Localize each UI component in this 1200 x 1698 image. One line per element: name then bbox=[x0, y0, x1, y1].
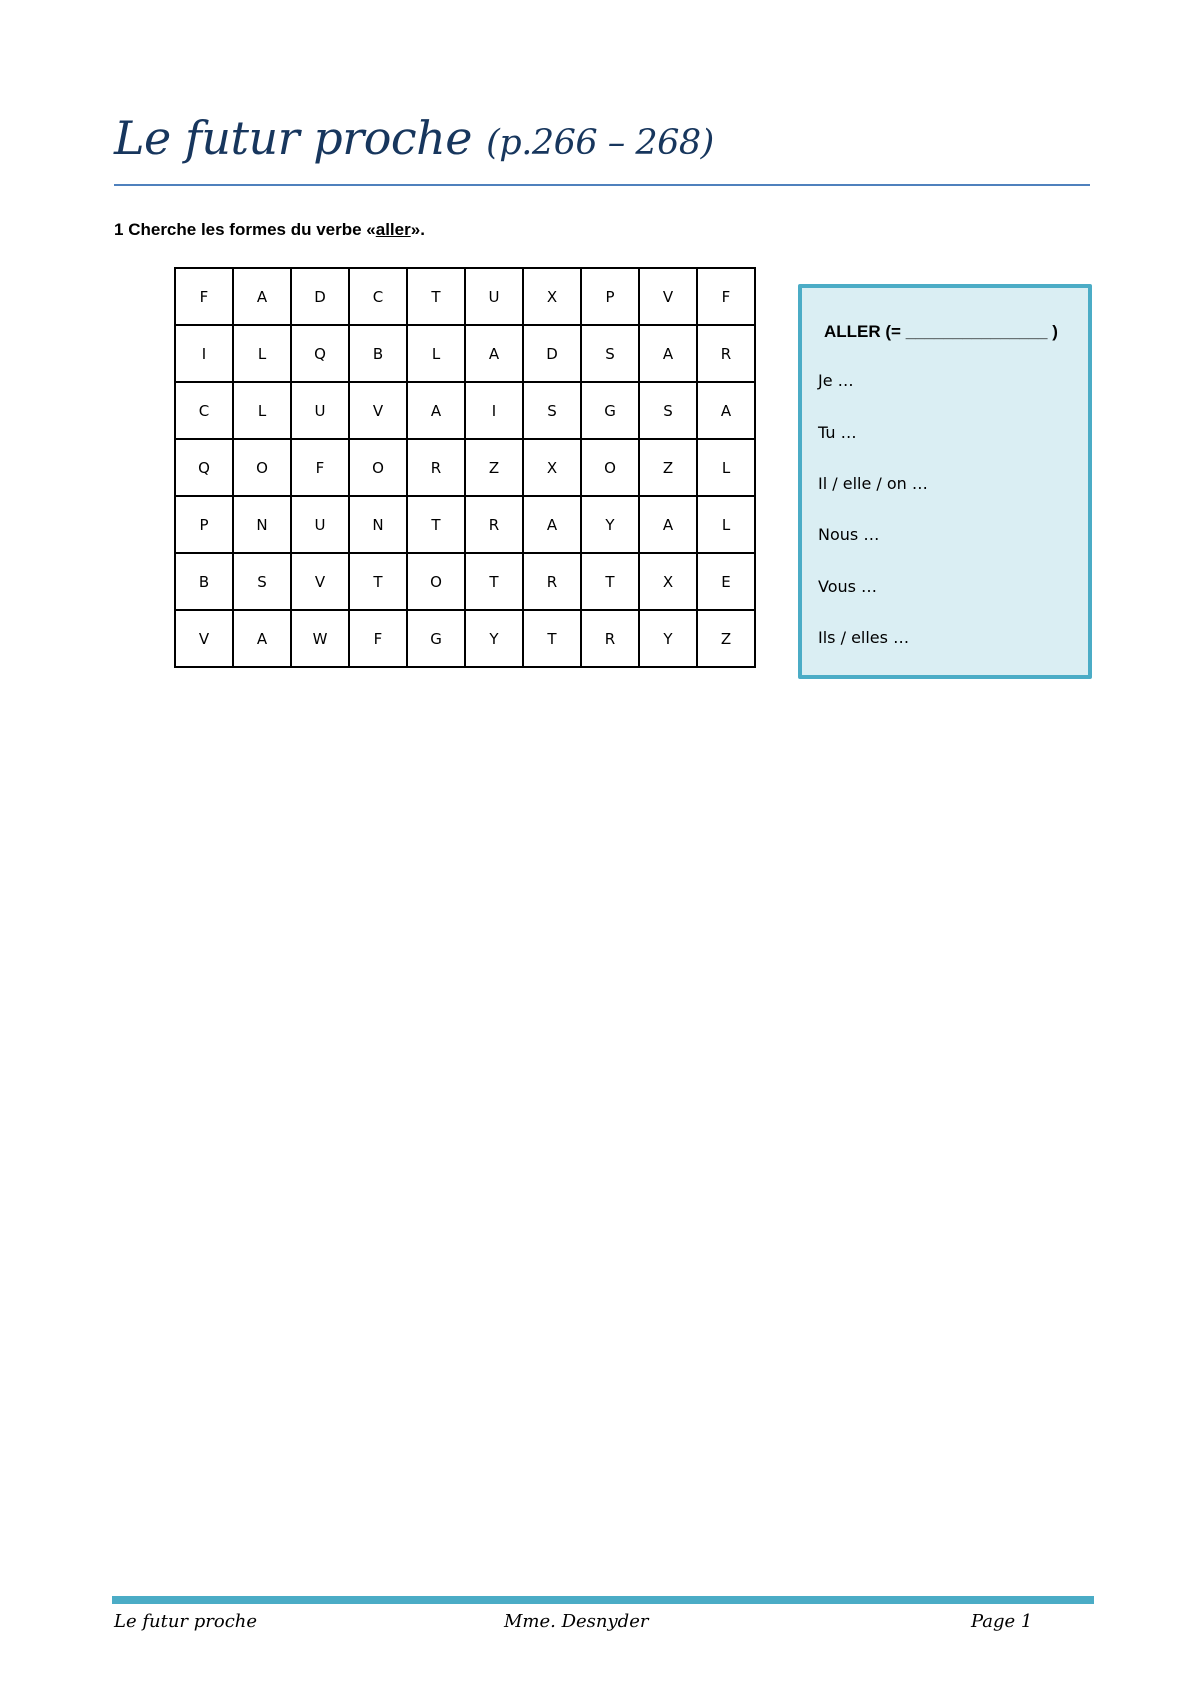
instruction-text: Cherche les formes du verbe « bbox=[128, 220, 376, 239]
grid-cell: O bbox=[407, 553, 465, 610]
grid-cell: T bbox=[407, 496, 465, 553]
grid-cell: F bbox=[349, 610, 407, 667]
grid-cell: V bbox=[639, 268, 697, 325]
grid-cell: D bbox=[291, 268, 349, 325]
grid-cell: P bbox=[175, 496, 233, 553]
word-search-body bbox=[175, 268, 755, 667]
grid-cell: O bbox=[349, 439, 407, 496]
grid-row bbox=[175, 496, 755, 553]
grid-cell: U bbox=[291, 382, 349, 439]
grid-cell: Y bbox=[465, 610, 523, 667]
grid-cell: N bbox=[233, 496, 291, 553]
grid-cell: L bbox=[697, 496, 755, 553]
grid-cell: W bbox=[291, 610, 349, 667]
grid-cell: I bbox=[175, 325, 233, 382]
grid-cell: S bbox=[233, 553, 291, 610]
conjugation-line-il: Il / elle / on … bbox=[818, 474, 928, 493]
grid-cell: I bbox=[465, 382, 523, 439]
grid-cell: O bbox=[233, 439, 291, 496]
grid-cell: C bbox=[175, 382, 233, 439]
title-underline bbox=[114, 184, 1090, 186]
grid-row bbox=[175, 325, 755, 382]
grid-cell: V bbox=[349, 382, 407, 439]
grid-cell: Y bbox=[581, 496, 639, 553]
grid-cell: A bbox=[697, 382, 755, 439]
grid-cell: F bbox=[175, 268, 233, 325]
grid-cell: P bbox=[581, 268, 639, 325]
grid-cell: O bbox=[581, 439, 639, 496]
grid-cell: U bbox=[465, 268, 523, 325]
grid-cell: A bbox=[407, 382, 465, 439]
title-pages: (p.266 – 268) bbox=[486, 123, 714, 163]
grid-row bbox=[175, 439, 755, 496]
grid-cell: S bbox=[523, 382, 581, 439]
exercise-number: 1 bbox=[114, 220, 124, 239]
grid-cell: C bbox=[349, 268, 407, 325]
word-search-grid bbox=[174, 267, 756, 668]
grid-row bbox=[175, 382, 755, 439]
title-text: Le futur proche bbox=[114, 111, 473, 165]
exercise-instruction bbox=[114, 220, 425, 240]
grid-cell: F bbox=[291, 439, 349, 496]
grid-cell: R bbox=[581, 610, 639, 667]
grid-cell: Y bbox=[639, 610, 697, 667]
instruction-verb: aller bbox=[375, 220, 411, 239]
conjugation-heading: ALLER (= _______________ ) bbox=[824, 322, 1058, 341]
grid-cell: T bbox=[523, 610, 581, 667]
grid-cell: L bbox=[233, 325, 291, 382]
grid-cell: Z bbox=[697, 610, 755, 667]
grid-cell: R bbox=[697, 325, 755, 382]
grid-cell: Z bbox=[465, 439, 523, 496]
grid-row bbox=[175, 610, 755, 667]
grid-cell: X bbox=[523, 268, 581, 325]
grid-cell: X bbox=[523, 439, 581, 496]
grid-cell: V bbox=[175, 610, 233, 667]
conjugation-line-ils: Ils / elles … bbox=[818, 628, 910, 647]
grid-cell: V bbox=[291, 553, 349, 610]
grid-cell: G bbox=[581, 382, 639, 439]
grid-cell: T bbox=[407, 268, 465, 325]
footer-page-number: Page 1 bbox=[971, 1611, 1033, 1632]
grid-cell: R bbox=[465, 496, 523, 553]
grid-cell: D bbox=[523, 325, 581, 382]
footer-author: Mme. Desnyder bbox=[504, 1611, 649, 1632]
grid-cell: B bbox=[349, 325, 407, 382]
grid-cell: A bbox=[233, 268, 291, 325]
grid-cell: T bbox=[349, 553, 407, 610]
grid-cell: N bbox=[349, 496, 407, 553]
conjugation-line-je: Je … bbox=[818, 371, 854, 390]
grid-cell: A bbox=[523, 496, 581, 553]
grid-cell: A bbox=[465, 325, 523, 382]
page-title bbox=[114, 112, 714, 165]
grid-cell: X bbox=[639, 553, 697, 610]
grid-cell: T bbox=[581, 553, 639, 610]
grid-cell: Q bbox=[175, 439, 233, 496]
grid-cell: R bbox=[523, 553, 581, 610]
grid-cell: E bbox=[697, 553, 755, 610]
conjugation-line-vous: Vous … bbox=[818, 577, 878, 596]
grid-cell: G bbox=[407, 610, 465, 667]
grid-cell: S bbox=[639, 382, 697, 439]
instruction-end: ». bbox=[410, 220, 425, 239]
conjugation-line-tu: Tu … bbox=[818, 423, 857, 442]
grid-cell: F bbox=[697, 268, 755, 325]
grid-cell: U bbox=[291, 496, 349, 553]
grid-cell: Z bbox=[639, 439, 697, 496]
grid-cell: A bbox=[639, 325, 697, 382]
grid-cell: Q bbox=[291, 325, 349, 382]
grid-cell: S bbox=[581, 325, 639, 382]
grid-row bbox=[175, 268, 755, 325]
grid-cell: A bbox=[639, 496, 697, 553]
grid-cell: R bbox=[407, 439, 465, 496]
conjugation-line-nous: Nous … bbox=[818, 525, 880, 544]
grid-cell: L bbox=[407, 325, 465, 382]
grid-cell: A bbox=[233, 610, 291, 667]
grid-cell: B bbox=[175, 553, 233, 610]
footer-title: Le futur proche bbox=[114, 1611, 258, 1632]
grid-cell: L bbox=[697, 439, 755, 496]
grid-cell: T bbox=[465, 553, 523, 610]
footer-bar bbox=[112, 1596, 1094, 1604]
grid-cell: L bbox=[233, 382, 291, 439]
conjugation-box bbox=[798, 284, 1092, 679]
grid-row bbox=[175, 553, 755, 610]
